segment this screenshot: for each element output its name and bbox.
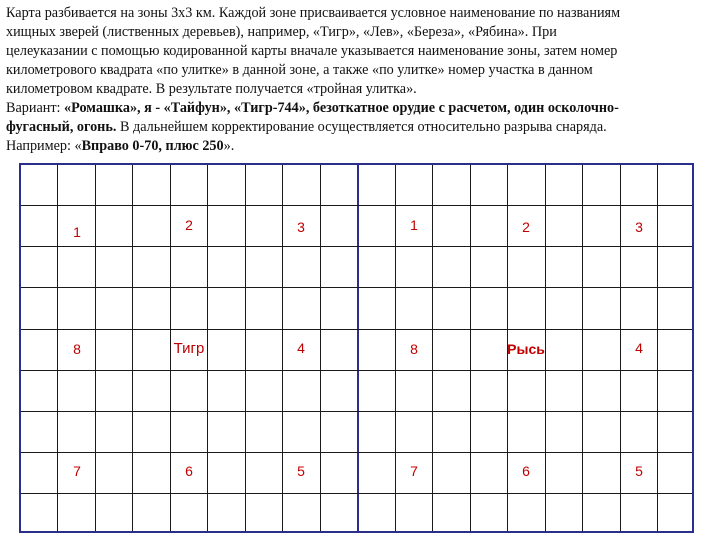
cell-number: 1: [73, 224, 81, 240]
cell-number: 8: [73, 341, 81, 357]
text-line-7-rest: В дальнейшем корректирование осуществляется относительно разрыва снаряда.: [116, 119, 607, 135]
grid-hline: [21, 411, 692, 412]
text-line-3: целеуказании с помощью кодированной карты вначале указывается наименование зоны, затем номер: [6, 43, 618, 59]
grid-hline: [21, 493, 692, 494]
cell-number: 3: [635, 219, 643, 235]
grid-vline: [582, 165, 583, 531]
grid-hline: [21, 287, 692, 288]
description-text: [6, 4, 714, 156]
cell-number: 4: [635, 340, 643, 356]
cell-number: 6: [185, 463, 193, 479]
coded-map-grid: [19, 163, 694, 533]
text-line-5: километровом квадрате. В результате получается «тройная улитка».: [6, 81, 417, 97]
cell-number: 3: [297, 219, 305, 235]
text-line-8-suffix: ».: [223, 138, 235, 154]
text-line-1: Карта разбивается на зоны 3х3 км. Каждой зоне присваивается условное наименование по названиям: [6, 5, 621, 21]
cell-number: 7: [410, 463, 418, 479]
cell-number: 4: [297, 340, 305, 356]
cell-number: 6: [522, 463, 530, 479]
cell-number: 1: [410, 217, 418, 233]
grid-hline: [21, 329, 692, 330]
grid-hline: [21, 370, 692, 371]
cell-number: 2: [185, 217, 193, 233]
cell-number: 7: [73, 463, 81, 479]
text-line-8-prefix: Например: «: [6, 138, 82, 154]
cell-number: 5: [297, 463, 305, 479]
grid-hline: [21, 205, 692, 206]
text-line-6-prefix: Вариант:: [6, 100, 65, 116]
text-line-2: хищных зверей (лиственных деревьев), например, «Тигр», «Лев», «Береза», «Рябина». При: [6, 24, 557, 40]
grid-hline: [21, 246, 692, 247]
text-line-8-bold: Вправо 0-70, плюс 250: [81, 138, 224, 154]
text-line-6-bold: «Ромашка», я - «Тайфун», «Тигр-744», безоткатное орудие с расчетом, один осколочно-: [64, 100, 619, 116]
cell-number: 2: [522, 219, 530, 235]
cell-number: 5: [635, 463, 643, 479]
text-line-7-bold: фугасный, огонь.: [6, 119, 117, 135]
grid-vline: [245, 165, 246, 531]
grid-vline: [132, 165, 133, 531]
zone-name-lynx: Рысь: [507, 341, 545, 357]
text-line-4: километрового квадрата «по улитке» в данной зоне, а также «по улитке» номер участка в данном: [6, 62, 593, 78]
grid-zone-divider: [357, 165, 359, 531]
grid-hline: [21, 452, 692, 453]
zone-name-tiger: Тигр: [173, 340, 205, 357]
cell-number: 8: [410, 341, 418, 357]
